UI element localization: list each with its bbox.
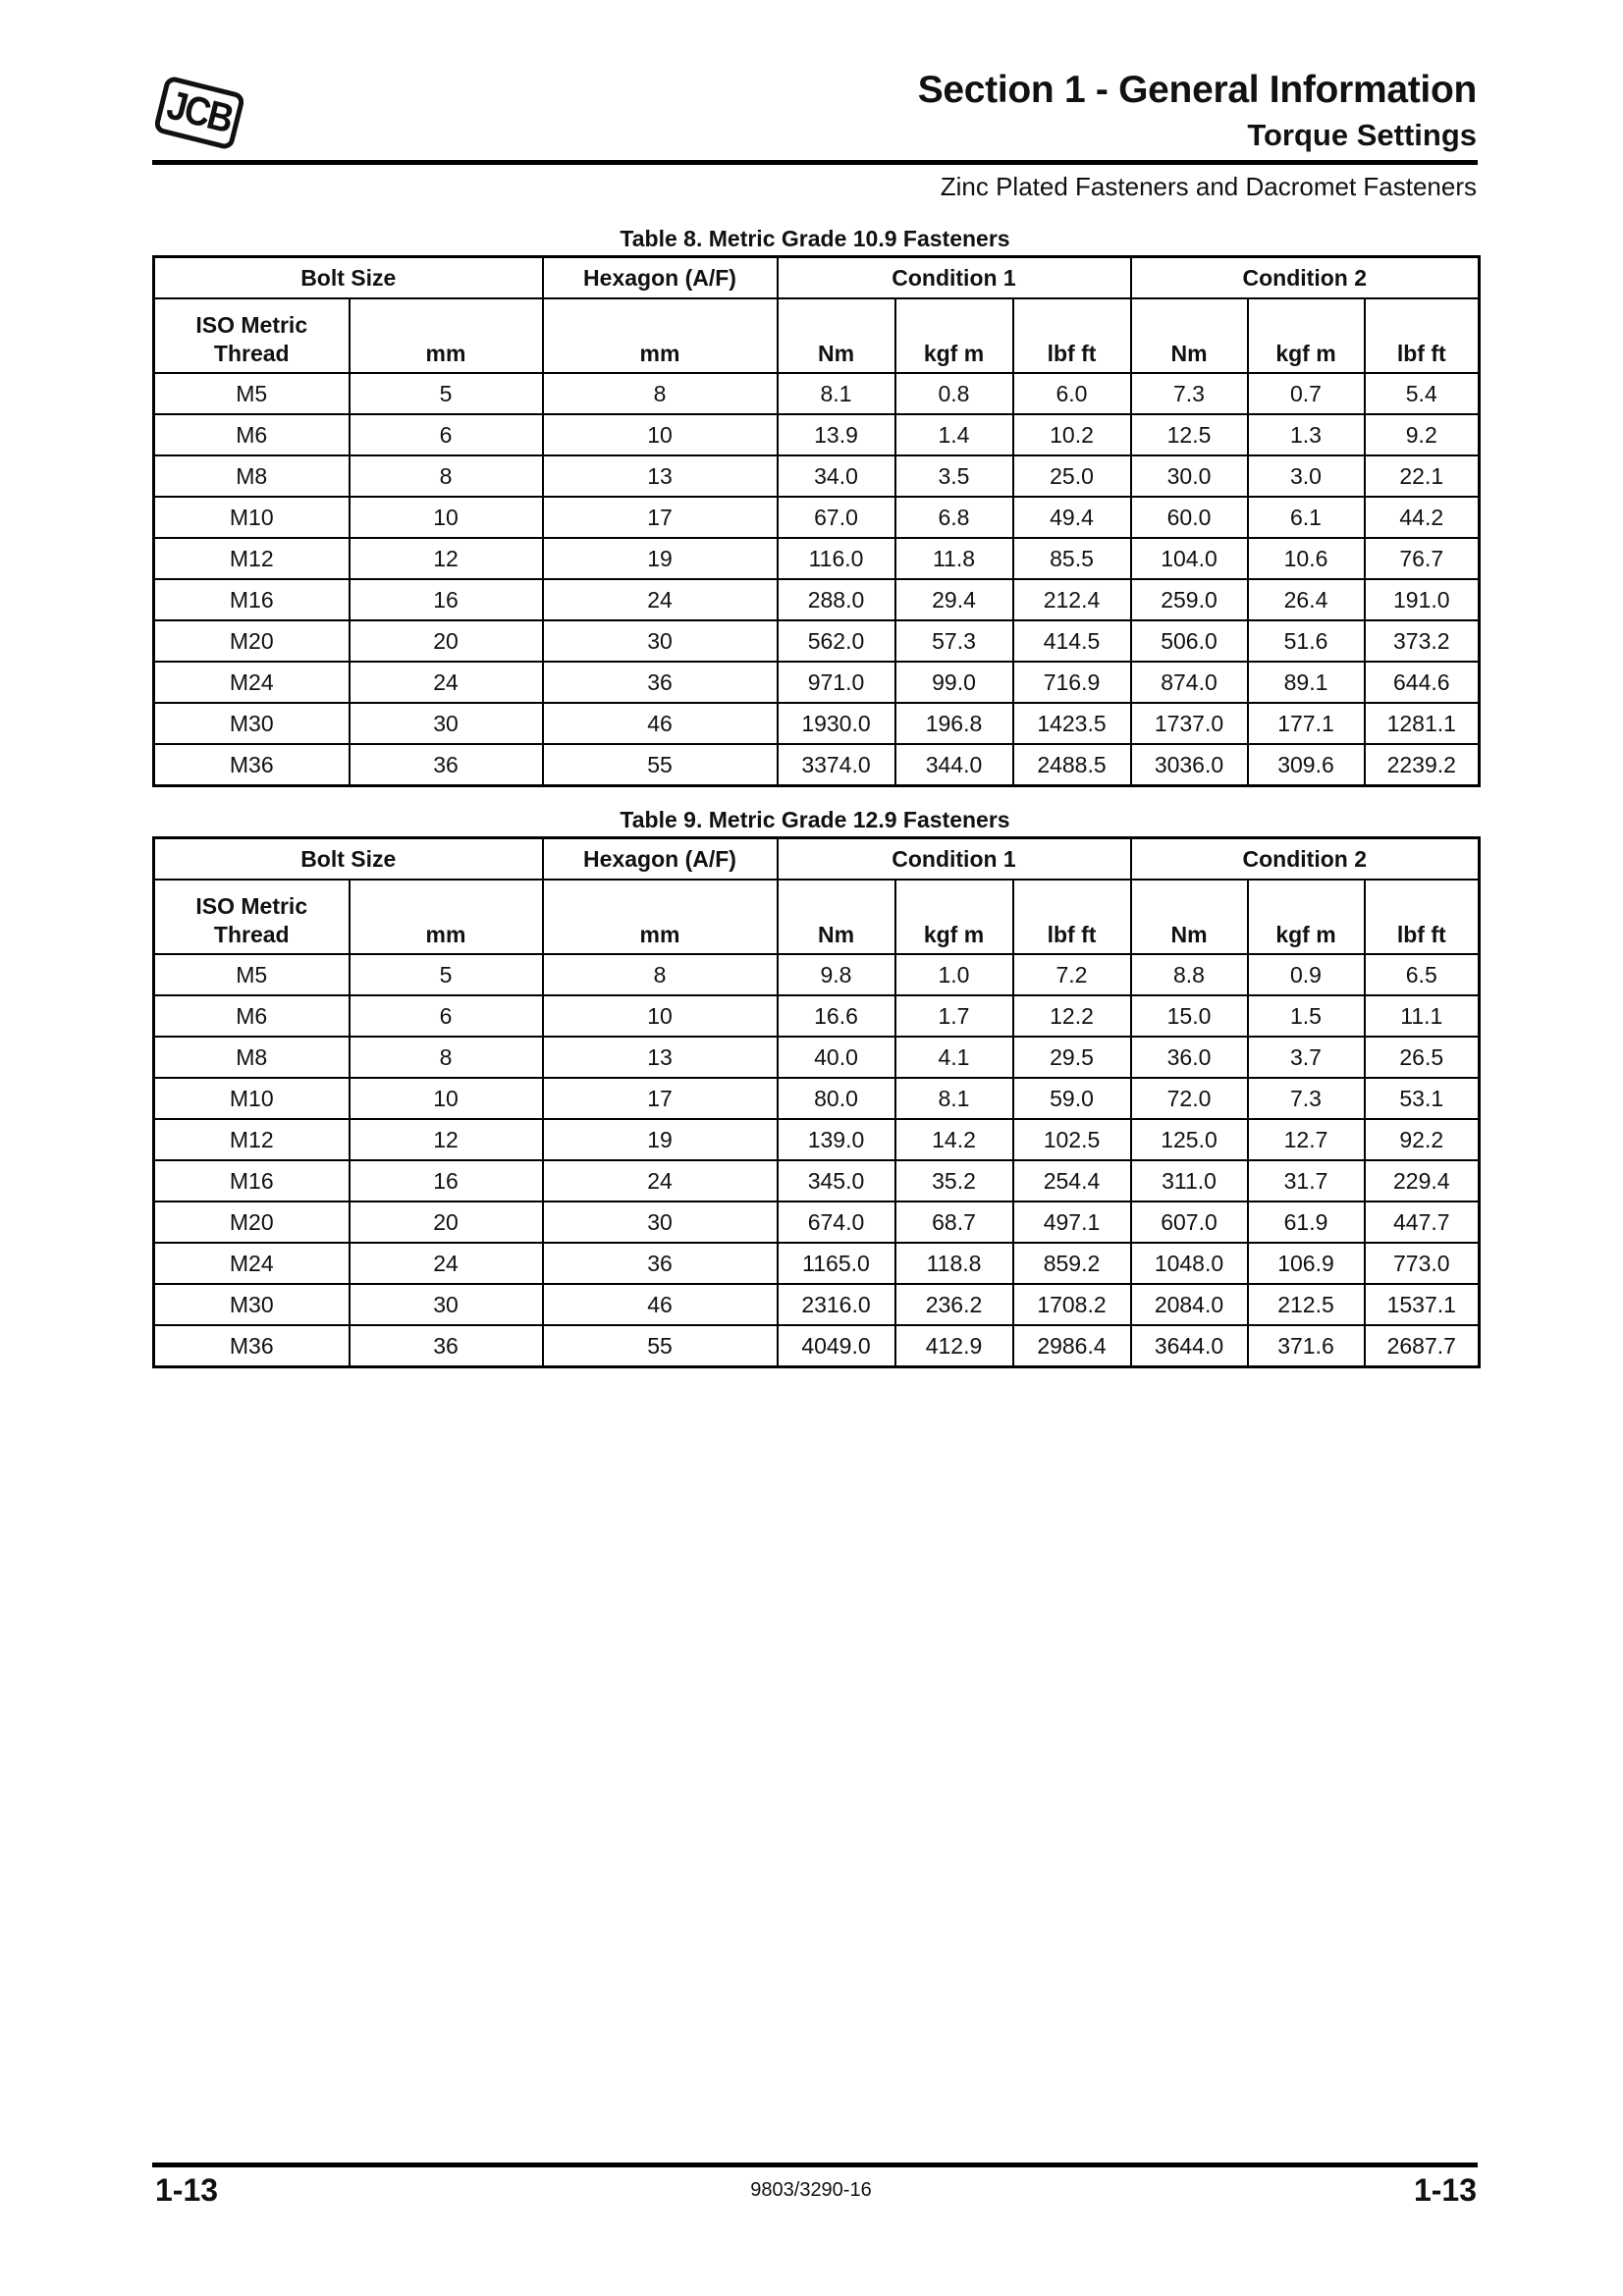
topic-heading: Zinc Plated Fasteners and Dacromet Fasteners (940, 172, 1477, 201)
cell-bolt-mm: 16 (350, 579, 543, 620)
cell-c1-nm: 116.0 (778, 538, 895, 579)
cell-c2-lbfft: 5.4 (1365, 373, 1480, 414)
cell-bolt-mm: 24 (350, 1243, 543, 1284)
c2-nm-header: Nm (1131, 880, 1248, 954)
table-row (154, 744, 1480, 786)
cell-c1-kgfm: 1.0 (895, 954, 1013, 995)
cell-c2-nm: 15.0 (1131, 995, 1248, 1037)
cell-thread: M24 (154, 662, 350, 703)
cell-bolt-mm: 8 (350, 1037, 543, 1078)
cell-c1-nm: 971.0 (778, 662, 895, 703)
cell-c1-kgfm: 236.2 (895, 1284, 1013, 1325)
cell-thread: M5 (154, 954, 350, 995)
table-grade-10-9 (152, 255, 1481, 787)
cell-bolt-mm: 24 (350, 662, 543, 703)
table-row (154, 538, 1480, 579)
cell-c1-kgfm: 118.8 (895, 1243, 1013, 1284)
cell-c1-lbfft: 254.4 (1013, 1160, 1131, 1201)
cell-c1-nm: 1165.0 (778, 1243, 895, 1284)
c2-lbfft-header: lbf ft (1365, 880, 1480, 954)
cell-thread: M8 (154, 1037, 350, 1078)
hexagon-header: Hexagon (A/F) (543, 838, 778, 881)
cell-c2-lbfft: 44.2 (1365, 497, 1480, 538)
iso-thread-header: ISO Metric Thread (154, 880, 350, 954)
cell-c2-nm: 259.0 (1131, 579, 1248, 620)
cell-bolt-mm: 16 (350, 1160, 543, 1201)
hexagon-header: Hexagon (A/F) (543, 257, 778, 299)
cell-c2-lbfft: 26.5 (1365, 1037, 1480, 1078)
cell-c2-nm: 7.3 (1131, 373, 1248, 414)
cell-hex-mm: 36 (543, 1243, 778, 1284)
section-title: Section 1 - General Information (917, 69, 1477, 111)
condition-1-header: Condition 1 (778, 257, 1131, 299)
table-row (154, 1078, 1480, 1119)
c1-nm-header: Nm (778, 880, 895, 954)
cell-hex-mm: 10 (543, 414, 778, 455)
cell-thread: M6 (154, 414, 350, 455)
cell-c1-lbfft: 7.2 (1013, 954, 1131, 995)
table-row (154, 1201, 1480, 1243)
cell-c1-lbfft: 102.5 (1013, 1119, 1131, 1160)
cell-c2-nm: 506.0 (1131, 620, 1248, 662)
cell-c1-kgfm: 14.2 (895, 1119, 1013, 1160)
cell-c2-kgfm: 0.7 (1248, 373, 1365, 414)
jcb-logo (155, 75, 243, 151)
bolt-size-header: Bolt Size (154, 838, 543, 881)
cell-bolt-mm: 6 (350, 414, 543, 455)
cell-c1-lbfft: 2986.4 (1013, 1325, 1131, 1367)
cell-c2-lbfft: 1281.1 (1365, 703, 1480, 744)
cell-hex-mm: 8 (543, 954, 778, 995)
cell-c1-nm: 139.0 (778, 1119, 895, 1160)
cell-c2-nm: 36.0 (1131, 1037, 1248, 1078)
cell-hex-mm: 10 (543, 995, 778, 1037)
cell-thread: M16 (154, 579, 350, 620)
cell-c2-nm: 125.0 (1131, 1119, 1248, 1160)
cell-c2-kgfm: 12.7 (1248, 1119, 1365, 1160)
table-row (154, 620, 1480, 662)
cell-c1-nm: 345.0 (778, 1160, 895, 1201)
cell-c1-nm: 8.1 (778, 373, 895, 414)
cell-bolt-mm: 36 (350, 744, 543, 786)
condition-1-header: Condition 1 (778, 838, 1131, 881)
cell-hex-mm: 36 (543, 662, 778, 703)
cell-thread: M12 (154, 1119, 350, 1160)
cell-c1-kgfm: 412.9 (895, 1325, 1013, 1367)
cell-hex-mm: 24 (543, 579, 778, 620)
cell-thread: M16 (154, 1160, 350, 1201)
cell-c2-lbfft: 11.1 (1365, 995, 1480, 1037)
cell-c1-nm: 34.0 (778, 455, 895, 497)
cell-c2-nm: 874.0 (1131, 662, 1248, 703)
cell-bolt-mm: 6 (350, 995, 543, 1037)
cell-c2-kgfm: 106.9 (1248, 1243, 1365, 1284)
cell-c1-lbfft: 85.5 (1013, 538, 1131, 579)
cell-thread: M12 (154, 538, 350, 579)
page-number-left: 1-13 (155, 2172, 219, 2208)
hex-mm-header: mm (543, 298, 778, 373)
header-row-units (154, 880, 1480, 954)
c2-kgfm-header: kgf m (1248, 298, 1365, 373)
subsection-title: Torque Settings (1247, 118, 1477, 152)
c1-kgfm-header: kgf m (895, 880, 1013, 954)
cell-thread: M10 (154, 497, 350, 538)
cell-c1-lbfft: 414.5 (1013, 620, 1131, 662)
cell-c1-lbfft: 1708.2 (1013, 1284, 1131, 1325)
table-9-caption: Table 9. Metric Grade 12.9 Fasteners (620, 807, 1010, 832)
cell-c2-lbfft: 773.0 (1365, 1243, 1480, 1284)
cell-c2-nm: 60.0 (1131, 497, 1248, 538)
table-row (154, 662, 1480, 703)
cell-c2-lbfft: 373.2 (1365, 620, 1480, 662)
bolt-size-header: Bolt Size (154, 257, 543, 299)
cell-c2-kgfm: 3.0 (1248, 455, 1365, 497)
document-number: 9803/3290-16 (750, 2179, 872, 2201)
cell-bolt-mm: 5 (350, 373, 543, 414)
cell-c2-nm: 311.0 (1131, 1160, 1248, 1201)
cell-c1-nm: 13.9 (778, 414, 895, 455)
cell-bolt-mm: 12 (350, 1119, 543, 1160)
cell-c2-kgfm: 89.1 (1248, 662, 1365, 703)
table-row (154, 414, 1480, 455)
cell-c2-nm: 3036.0 (1131, 744, 1248, 786)
cell-thread: M8 (154, 455, 350, 497)
cell-c2-lbfft: 1537.1 (1365, 1284, 1480, 1325)
c2-lbfft-header: lbf ft (1365, 298, 1480, 373)
cell-c2-nm: 30.0 (1131, 455, 1248, 497)
cell-c2-lbfft: 447.7 (1365, 1201, 1480, 1243)
cell-c1-nm: 4049.0 (778, 1325, 895, 1367)
table-row (154, 373, 1480, 414)
cell-thread: M5 (154, 373, 350, 414)
cell-thread: M10 (154, 1078, 350, 1119)
cell-c1-kgfm: 35.2 (895, 1160, 1013, 1201)
table-grade-12-9 (152, 836, 1481, 1368)
cell-bolt-mm: 12 (350, 538, 543, 579)
footer-rule (152, 2163, 1478, 2167)
cell-c2-lbfft: 6.5 (1365, 954, 1480, 995)
cell-hex-mm: 19 (543, 538, 778, 579)
cell-hex-mm: 30 (543, 1201, 778, 1243)
cell-hex-mm: 30 (543, 620, 778, 662)
cell-c1-kgfm: 196.8 (895, 703, 1013, 744)
cell-c2-kgfm: 371.6 (1248, 1325, 1365, 1367)
table-body (154, 954, 1480, 1367)
cell-thread: M30 (154, 703, 350, 744)
cell-c2-nm: 2084.0 (1131, 1284, 1248, 1325)
cell-thread: M36 (154, 1325, 350, 1367)
table-row (154, 455, 1480, 497)
header-row-units (154, 298, 1480, 373)
cell-thread: M30 (154, 1284, 350, 1325)
cell-c2-kgfm: 7.3 (1248, 1078, 1365, 1119)
cell-c1-lbfft: 25.0 (1013, 455, 1131, 497)
cell-hex-mm: 19 (543, 1119, 778, 1160)
cell-c1-nm: 80.0 (778, 1078, 895, 1119)
cell-c2-nm: 8.8 (1131, 954, 1248, 995)
c2-kgfm-header: kgf m (1248, 880, 1365, 954)
cell-bolt-mm: 20 (350, 620, 543, 662)
cell-c2-kgfm: 26.4 (1248, 579, 1365, 620)
cell-c2-lbfft: 53.1 (1365, 1078, 1480, 1119)
cell-bolt-mm: 10 (350, 1078, 543, 1119)
cell-c2-kgfm: 61.9 (1248, 1201, 1365, 1243)
cell-c2-kgfm: 1.5 (1248, 995, 1365, 1037)
cell-c2-nm: 1737.0 (1131, 703, 1248, 744)
cell-c2-lbfft: 76.7 (1365, 538, 1480, 579)
cell-hex-mm: 17 (543, 1078, 778, 1119)
cell-hex-mm: 13 (543, 455, 778, 497)
c1-nm-header: Nm (778, 298, 895, 373)
cell-c1-kgfm: 1.7 (895, 995, 1013, 1037)
cell-c1-kgfm: 4.1 (895, 1037, 1013, 1078)
cell-c1-kgfm: 1.4 (895, 414, 1013, 455)
cell-c1-lbfft: 1423.5 (1013, 703, 1131, 744)
table-row (154, 1284, 1480, 1325)
cell-hex-mm: 24 (543, 1160, 778, 1201)
cell-c2-nm: 3644.0 (1131, 1325, 1248, 1367)
table-8-caption: Table 8. Metric Grade 10.9 Fasteners (620, 226, 1010, 251)
cell-c2-kgfm: 0.9 (1248, 954, 1365, 995)
table-row (154, 703, 1480, 744)
cell-c1-lbfft: 2488.5 (1013, 744, 1131, 786)
cell-thread: M6 (154, 995, 350, 1037)
cell-c2-kgfm: 309.6 (1248, 744, 1365, 786)
cell-c1-lbfft: 49.4 (1013, 497, 1131, 538)
cell-c1-kgfm: 99.0 (895, 662, 1013, 703)
table-row (154, 579, 1480, 620)
cell-bolt-mm: 20 (350, 1201, 543, 1243)
cell-c2-lbfft: 92.2 (1365, 1119, 1480, 1160)
cell-c1-kgfm: 344.0 (895, 744, 1013, 786)
table-row (154, 1119, 1480, 1160)
cell-c1-lbfft: 716.9 (1013, 662, 1131, 703)
cell-c1-lbfft: 212.4 (1013, 579, 1131, 620)
cell-bolt-mm: 30 (350, 1284, 543, 1325)
cell-c1-lbfft: 59.0 (1013, 1078, 1131, 1119)
cell-c2-nm: 104.0 (1131, 538, 1248, 579)
cell-hex-mm: 8 (543, 373, 778, 414)
cell-c1-lbfft: 859.2 (1013, 1243, 1131, 1284)
cell-c1-kgfm: 57.3 (895, 620, 1013, 662)
cell-c2-kgfm: 10.6 (1248, 538, 1365, 579)
cell-c2-lbfft: 229.4 (1365, 1160, 1480, 1201)
cell-c1-nm: 2316.0 (778, 1284, 895, 1325)
c1-lbfft-header: lbf ft (1013, 880, 1131, 954)
cell-bolt-mm: 8 (350, 455, 543, 497)
cell-c2-lbfft: 2239.2 (1365, 744, 1480, 786)
cell-c2-kgfm: 3.7 (1248, 1037, 1365, 1078)
condition-2-header: Condition 2 (1131, 257, 1480, 299)
cell-c2-nm: 72.0 (1131, 1078, 1248, 1119)
cell-c2-lbfft: 22.1 (1365, 455, 1480, 497)
cell-c2-lbfft: 191.0 (1365, 579, 1480, 620)
cell-c1-nm: 674.0 (778, 1201, 895, 1243)
cell-bolt-mm: 30 (350, 703, 543, 744)
cell-bolt-mm: 5 (350, 954, 543, 995)
table-row (154, 1325, 1480, 1367)
cell-c1-lbfft: 12.2 (1013, 995, 1131, 1037)
table-row (154, 1160, 1480, 1201)
cell-hex-mm: 17 (543, 497, 778, 538)
table-row (154, 497, 1480, 538)
cell-c2-lbfft: 2687.7 (1365, 1325, 1480, 1367)
cell-c1-nm: 40.0 (778, 1037, 895, 1078)
cell-c2-kgfm: 6.1 (1248, 497, 1365, 538)
cell-c2-kgfm: 31.7 (1248, 1160, 1365, 1201)
c1-kgfm-header: kgf m (895, 298, 1013, 373)
cell-c1-lbfft: 29.5 (1013, 1037, 1131, 1078)
cell-bolt-mm: 36 (350, 1325, 543, 1367)
cell-c1-lbfft: 10.2 (1013, 414, 1131, 455)
cell-c1-kgfm: 11.8 (895, 538, 1013, 579)
cell-c1-nm: 1930.0 (778, 703, 895, 744)
cell-c1-kgfm: 6.8 (895, 497, 1013, 538)
cell-hex-mm: 46 (543, 1284, 778, 1325)
c1-lbfft-header: lbf ft (1013, 298, 1131, 373)
bolt-mm-header: mm (350, 298, 543, 373)
cell-c2-nm: 1048.0 (1131, 1243, 1248, 1284)
cell-c1-kgfm: 8.1 (895, 1078, 1013, 1119)
header-row-groups (154, 257, 1480, 299)
cell-hex-mm: 46 (543, 703, 778, 744)
c2-nm-header: Nm (1131, 298, 1248, 373)
table-row (154, 954, 1480, 995)
cell-c1-kgfm: 3.5 (895, 455, 1013, 497)
table-row (154, 1243, 1480, 1284)
cell-c2-kgfm: 51.6 (1248, 620, 1365, 662)
iso-thread-header: ISO Metric Thread (154, 298, 350, 373)
cell-c1-lbfft: 6.0 (1013, 373, 1131, 414)
cell-thread: M20 (154, 620, 350, 662)
cell-thread: M20 (154, 1201, 350, 1243)
cell-hex-mm: 55 (543, 1325, 778, 1367)
page-number-right: 1-13 (1413, 2172, 1477, 2208)
table-body (154, 373, 1480, 786)
cell-hex-mm: 55 (543, 744, 778, 786)
cell-c1-nm: 562.0 (778, 620, 895, 662)
bolt-mm-header: mm (350, 880, 543, 954)
header-rule (152, 160, 1478, 165)
cell-c1-nm: 67.0 (778, 497, 895, 538)
cell-c2-kgfm: 212.5 (1248, 1284, 1365, 1325)
cell-c1-lbfft: 497.1 (1013, 1201, 1131, 1243)
cell-hex-mm: 13 (543, 1037, 778, 1078)
cell-thread: M24 (154, 1243, 350, 1284)
cell-c2-lbfft: 9.2 (1365, 414, 1480, 455)
cell-c1-nm: 3374.0 (778, 744, 895, 786)
cell-c1-kgfm: 0.8 (895, 373, 1013, 414)
cell-thread: M36 (154, 744, 350, 786)
cell-c1-kgfm: 68.7 (895, 1201, 1013, 1243)
cell-c2-nm: 607.0 (1131, 1201, 1248, 1243)
cell-c2-lbfft: 644.6 (1365, 662, 1480, 703)
table-row (154, 995, 1480, 1037)
cell-c1-nm: 288.0 (778, 579, 895, 620)
cell-c1-nm: 9.8 (778, 954, 895, 995)
table-row (154, 1037, 1480, 1078)
cell-c1-nm: 16.6 (778, 995, 895, 1037)
cell-bolt-mm: 10 (350, 497, 543, 538)
condition-2-header: Condition 2 (1131, 838, 1480, 881)
cell-c2-kgfm: 177.1 (1248, 703, 1365, 744)
cell-c2-kgfm: 1.3 (1248, 414, 1365, 455)
cell-c1-kgfm: 29.4 (895, 579, 1013, 620)
cell-c2-nm: 12.5 (1131, 414, 1248, 455)
hex-mm-header: mm (543, 880, 778, 954)
jcb-logo-text: JCB (162, 82, 237, 142)
header-row-groups (154, 838, 1480, 881)
